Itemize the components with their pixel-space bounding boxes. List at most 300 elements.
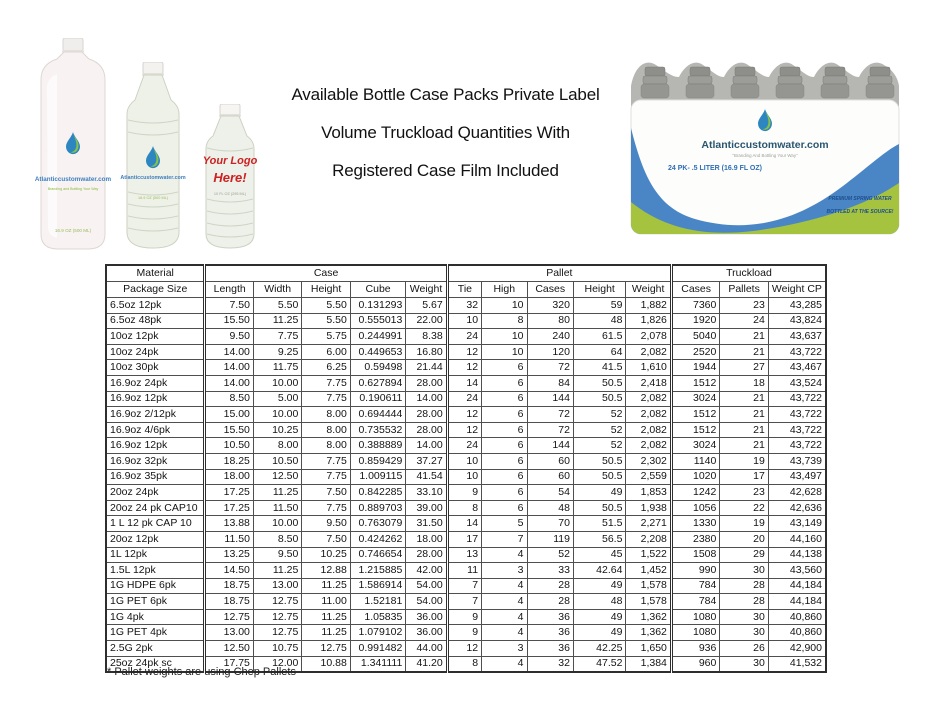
package-size-cell: 20oz 24pk [106,485,205,501]
value-cell: 7360 [671,298,719,314]
value-cell: 51.5 [573,516,626,532]
column-header-length: Length [205,282,253,298]
value-cell: 47.52 [573,656,626,672]
value-cell: 70 [527,516,573,532]
value-cell: 144 [527,391,573,407]
pallet-footnote: * Pallet weights are using Chep Pallets [107,666,296,678]
value-cell: 0.889703 [350,500,406,516]
value-cell: 2,082 [626,438,671,454]
value-cell: 1,826 [626,313,671,329]
value-cell: 43,560 [768,563,826,579]
table-row [106,609,826,625]
value-cell: 50.5 [573,391,626,407]
value-cell: 21 [720,329,768,345]
value-cell: 11 [447,563,481,579]
value-cell: 24 [447,391,481,407]
value-cell: 7.75 [253,329,301,345]
value-cell: 1920 [671,313,719,329]
value-cell: 72 [527,422,573,438]
group-header-truckload: Truckload [671,265,826,282]
value-cell: 7.75 [302,469,350,485]
value-cell: 6 [482,422,527,438]
medium-bottle-size-text: 16.9 OZ (500 ML) [138,196,168,200]
value-cell: 8 [482,313,527,329]
value-cell: 2,078 [626,329,671,345]
value-cell: 6 [482,500,527,516]
value-cell: 11.25 [253,485,301,501]
value-cell: 21 [720,438,768,454]
value-cell: 17.25 [205,485,253,501]
value-cell: 3024 [671,438,719,454]
spec-table-body [106,298,826,673]
package-size-cell: 1 L 12 pk CAP 10 [106,516,205,532]
value-cell: 21 [720,407,768,423]
value-cell: 41.20 [406,656,447,672]
value-cell: 4 [482,578,527,594]
table-row [106,422,826,438]
value-cell: 6 [482,391,527,407]
page-title-line-1: Available Bottle Case Packs Private Label [291,85,600,104]
value-cell: 1508 [671,547,719,563]
value-cell: 50.5 [573,469,626,485]
package-size-cell: 10oz 24pk [106,344,205,360]
value-cell: 45 [573,547,626,563]
value-cell: 1.586914 [350,578,406,594]
value-cell: 9 [447,485,481,501]
small-bottle-size-text: 10 FL OZ (295 ML) [213,192,247,196]
table-row [106,407,826,423]
package-size-cell: 16.9oz 4/6pk [106,422,205,438]
value-cell: 2,418 [626,375,671,391]
value-cell: 18.75 [205,594,253,610]
value-cell: 6 [482,407,527,423]
large-bottle-size-text: 16.9 OZ (500 ML) [54,228,92,233]
value-cell: 52 [527,547,573,563]
value-cell: 4 [482,609,527,625]
value-cell: 48 [527,500,573,516]
value-cell: 0.449653 [350,344,406,360]
value-cell: 120 [527,344,573,360]
medium-bottle-image [117,62,189,253]
value-cell: 0.694444 [350,407,406,423]
value-cell: 0.131293 [350,298,406,314]
column-header-cube: Cube [350,282,406,298]
column-header-height: Height [302,282,350,298]
value-cell: 22 [720,500,768,516]
value-cell: 10 [482,329,527,345]
value-cell: 1,882 [626,298,671,314]
column-header-pallet-height: Height [573,282,626,298]
value-cell: 12.75 [253,609,301,625]
value-cell: 960 [671,656,719,672]
value-cell: 1,384 [626,656,671,672]
column-header-width: Width [253,282,301,298]
value-cell: 24 [720,313,768,329]
value-cell: 44.00 [406,641,447,657]
column-header-weight-cp: Weight CP [768,282,826,298]
table-row [106,594,826,610]
value-cell: 49 [573,625,626,641]
value-cell: 30 [720,563,768,579]
value-cell: 8 [447,500,481,516]
value-cell: 15.50 [205,422,253,438]
value-cell: 10.25 [253,422,301,438]
value-cell: 1080 [671,609,719,625]
value-cell: 1944 [671,360,719,376]
value-cell: 42,636 [768,500,826,516]
value-cell: 14.00 [205,375,253,391]
value-cell: 12.75 [253,594,301,610]
value-cell: 12 [447,360,481,376]
case-pack-tagline-text: "Branding And Bottling Your Way" [732,153,798,158]
package-size-cell: 1G PET 4pk [106,625,205,641]
value-cell: 0.859429 [350,453,406,469]
value-cell: 30 [720,625,768,641]
value-cell: 8.38 [406,329,447,345]
value-cell: 44,138 [768,547,826,563]
package-size-cell: 6.5oz 12pk [106,298,205,314]
your-logo-text-line2: Here! [213,170,247,185]
value-cell: 0.59498 [350,360,406,376]
page-title-line-3: Registered Case Film Included [332,161,559,180]
value-cell: 43,722 [768,391,826,407]
package-size-cell: 16.9oz 35pk [106,469,205,485]
value-cell: 42.25 [573,641,626,657]
value-cell: 43,467 [768,360,826,376]
value-cell: 64 [573,344,626,360]
value-cell: 1,578 [626,578,671,594]
value-cell: 4 [482,594,527,610]
value-cell: 28 [527,594,573,610]
value-cell: 0.388889 [350,438,406,454]
value-cell: 28.00 [406,422,447,438]
value-cell: 22.00 [406,313,447,329]
medium-bottle-brand-text: Atlanticcustomwater.com [120,175,186,181]
value-cell: 5.50 [253,298,301,314]
value-cell: 43,149 [768,516,826,532]
value-cell: 7.75 [302,375,350,391]
value-cell: 12 [447,641,481,657]
value-cell: 7 [447,594,481,610]
value-cell: 11.50 [253,500,301,516]
value-cell: 5.50 [302,298,350,314]
value-cell: 6.25 [302,360,350,376]
value-cell: 36 [527,641,573,657]
case-pack-footer-line1: PREMIUM SPRING WATER [828,196,892,202]
value-cell: 50.5 [573,375,626,391]
value-cell: 18.25 [205,453,253,469]
value-cell: 27 [720,360,768,376]
value-cell: 8.00 [302,422,350,438]
value-cell: 43,285 [768,298,826,314]
value-cell: 15.00 [205,407,253,423]
value-cell: 43,637 [768,329,826,345]
value-cell: 28 [720,578,768,594]
value-cell: 12.00 [253,656,301,672]
value-cell: 49 [573,578,626,594]
value-cell: 14.50 [205,563,253,579]
table-row [106,344,826,360]
spec-table [105,264,827,673]
column-header-pallet-weight: Weight [626,282,671,298]
value-cell: 13 [447,547,481,563]
value-cell: 29 [720,547,768,563]
value-cell: 12.75 [205,609,253,625]
value-cell: 42.64 [573,563,626,579]
column-header-pallets: Pallets [720,282,768,298]
column-header-case-weight: Weight [406,282,447,298]
value-cell: 14 [447,516,481,532]
value-cell: 10.50 [253,453,301,469]
value-cell: 3024 [671,391,719,407]
value-cell: 9.50 [205,329,253,345]
value-cell: 6.00 [302,344,350,360]
value-cell: 1.079102 [350,625,406,641]
value-cell: 31.50 [406,516,447,532]
value-cell: 60 [527,469,573,485]
table-row [106,360,826,376]
value-cell: 1020 [671,469,719,485]
table-row [106,453,826,469]
table-row [106,375,826,391]
value-cell: 36.00 [406,609,447,625]
value-cell: 30 [720,609,768,625]
value-cell: 11.25 [302,625,350,641]
value-cell: 5.50 [302,313,350,329]
table-row [106,485,826,501]
value-cell: 4 [482,656,527,672]
table-row [106,516,826,532]
value-cell: 7.50 [302,531,350,547]
large-bottle-brand-text: Atlanticcustomwater.com [34,176,112,183]
value-cell: 14.00 [406,438,447,454]
value-cell: 6 [482,360,527,376]
value-cell: 8.50 [253,531,301,547]
case-pack-image [623,56,908,242]
large-bottle-tagline-text: Branding and Bottling Your Way [47,187,99,191]
value-cell: 54.00 [406,594,447,610]
table-row [106,438,826,454]
value-cell: 1,362 [626,609,671,625]
value-cell: 4 [482,625,527,641]
value-cell: 1.52181 [350,594,406,610]
value-cell: 41.54 [406,469,447,485]
value-cell: 1,853 [626,485,671,501]
value-cell: 10.00 [253,407,301,423]
value-cell: 784 [671,594,719,610]
value-cell: 0.991482 [350,641,406,657]
table-row [106,547,826,563]
value-cell: 1.341111 [350,656,406,672]
value-cell: 44,184 [768,578,826,594]
value-cell: 36 [527,625,573,641]
value-cell: 33 [527,563,573,579]
package-size-cell: 16.9oz 24pk [106,375,205,391]
group-header-material: Material [106,265,205,282]
value-cell: 1,650 [626,641,671,657]
value-cell: 2,082 [626,344,671,360]
value-cell: 13.00 [205,625,253,641]
value-cell: 0.763079 [350,516,406,532]
value-cell: 12.50 [253,469,301,485]
value-cell: 52 [573,422,626,438]
value-cell: 1,522 [626,547,671,563]
value-cell: 1.215885 [350,563,406,579]
value-cell: 8 [447,656,481,672]
value-cell: 14.00 [205,344,253,360]
value-cell: 2,082 [626,391,671,407]
value-cell: 9 [447,625,481,641]
value-cell: 3 [482,563,527,579]
value-cell: 30 [720,656,768,672]
value-cell: 11.75 [253,360,301,376]
value-cell: 14.00 [406,391,447,407]
value-cell: 49 [573,609,626,625]
value-cell: 2,082 [626,407,671,423]
value-cell: 0.735532 [350,422,406,438]
value-cell: 1,938 [626,500,671,516]
value-cell: 43,722 [768,422,826,438]
column-header-tie: Tie [447,282,481,298]
value-cell: 0.555013 [350,313,406,329]
package-size-cell: 16.9oz 2/12pk [106,407,205,423]
value-cell: 9 [447,609,481,625]
value-cell: 43,722 [768,407,826,423]
value-cell: 12.75 [253,625,301,641]
value-cell: 41.5 [573,360,626,376]
value-cell: 8.00 [253,438,301,454]
value-cell: 784 [671,578,719,594]
value-cell: 28 [527,578,573,594]
value-cell: 0.842285 [350,485,406,501]
value-cell: 7.50 [205,298,253,314]
value-cell: 52 [573,438,626,454]
value-cell: 0.244991 [350,329,406,345]
value-cell: 17 [447,531,481,547]
table-row [106,313,826,329]
value-cell: 24 [447,438,481,454]
table-row [106,641,826,657]
table-row [106,391,826,407]
value-cell: 6 [482,485,527,501]
value-cell: 2380 [671,531,719,547]
package-size-cell: 1G 4pk [106,609,205,625]
value-cell: 8.50 [205,391,253,407]
value-cell: 1056 [671,500,719,516]
page-title-line-2: Volume Truckload Quantities With [321,123,570,142]
value-cell: 19 [720,516,768,532]
case-pack-brand-text: Atlanticcustomwater.com [701,139,829,151]
value-cell: 12.50 [205,641,253,657]
table-row [106,625,826,641]
value-cell: 36.00 [406,625,447,641]
value-cell: 2,302 [626,453,671,469]
value-cell: 5.75 [302,329,350,345]
value-cell: 1330 [671,516,719,532]
value-cell: 5040 [671,329,719,345]
value-cell: 50.5 [573,453,626,469]
value-cell: 13.00 [253,578,301,594]
case-pack-footer-line2: BOTTLED AT THE SOURCE! [826,209,894,215]
value-cell: 17.75 [205,656,253,672]
package-size-cell: 1G HDPE 6pk [106,578,205,594]
value-cell: 1242 [671,485,719,501]
value-cell: 18 [720,375,768,391]
table-row [106,298,826,314]
value-cell: 10 [482,298,527,314]
package-size-cell: 10oz 30pk [106,360,205,376]
value-cell: 7 [482,531,527,547]
value-cell: 48 [573,594,626,610]
value-cell: 28 [720,594,768,610]
package-size-cell: 1L 12pk [106,547,205,563]
spec-table-container [105,264,827,673]
value-cell: 1080 [671,625,719,641]
value-cell: 43,722 [768,438,826,454]
value-cell: 11.50 [205,531,253,547]
group-header-pallet: Pallet [447,265,671,282]
value-cell: 24 [447,329,481,345]
package-size-cell: 20oz 12pk [106,531,205,547]
value-cell: 8.00 [302,438,350,454]
value-cell: 59 [573,298,626,314]
value-cell: 10 [447,469,481,485]
value-cell: 7 [447,578,481,594]
value-cell: 2,271 [626,516,671,532]
column-header-pallet-cases: Cases [527,282,573,298]
value-cell: 14.00 [205,360,253,376]
value-cell: 12 [447,344,481,360]
column-header-row [106,282,826,298]
value-cell: 2520 [671,344,719,360]
table-row [106,329,826,345]
value-cell: 10.00 [253,516,301,532]
value-cell: 1.009115 [350,469,406,485]
value-cell: 7.75 [302,391,350,407]
value-cell: 6 [482,375,527,391]
value-cell: 119 [527,531,573,547]
column-header-package-size: Package Size [106,282,205,298]
package-size-cell: 10oz 12pk [106,329,205,345]
value-cell: 61.5 [573,329,626,345]
value-cell: 10.88 [302,656,350,672]
value-cell: 43,739 [768,453,826,469]
value-cell: 50.5 [573,500,626,516]
value-cell: 7.75 [302,500,350,516]
value-cell: 10 [482,344,527,360]
value-cell: 5 [482,516,527,532]
package-size-cell: 16.9oz 12pk [106,391,205,407]
value-cell: 80 [527,313,573,329]
value-cell: 19 [720,453,768,469]
table-row [106,563,826,579]
value-cell: 11.25 [253,563,301,579]
value-cell: 3 [482,641,527,657]
value-cell: 9.25 [253,344,301,360]
value-cell: 37.27 [406,453,447,469]
value-cell: 72 [527,407,573,423]
value-cell: 23 [720,485,768,501]
package-size-cell: 16.9oz 12pk [106,438,205,454]
value-cell: 15.50 [205,313,253,329]
value-cell: 5.00 [253,391,301,407]
package-size-cell: 2.5G 2pk [106,641,205,657]
value-cell: 0.627894 [350,375,406,391]
value-cell: 13.25 [205,547,253,563]
value-cell: 11.25 [302,609,350,625]
value-cell: 17 [720,469,768,485]
value-cell: 41,532 [768,656,826,672]
